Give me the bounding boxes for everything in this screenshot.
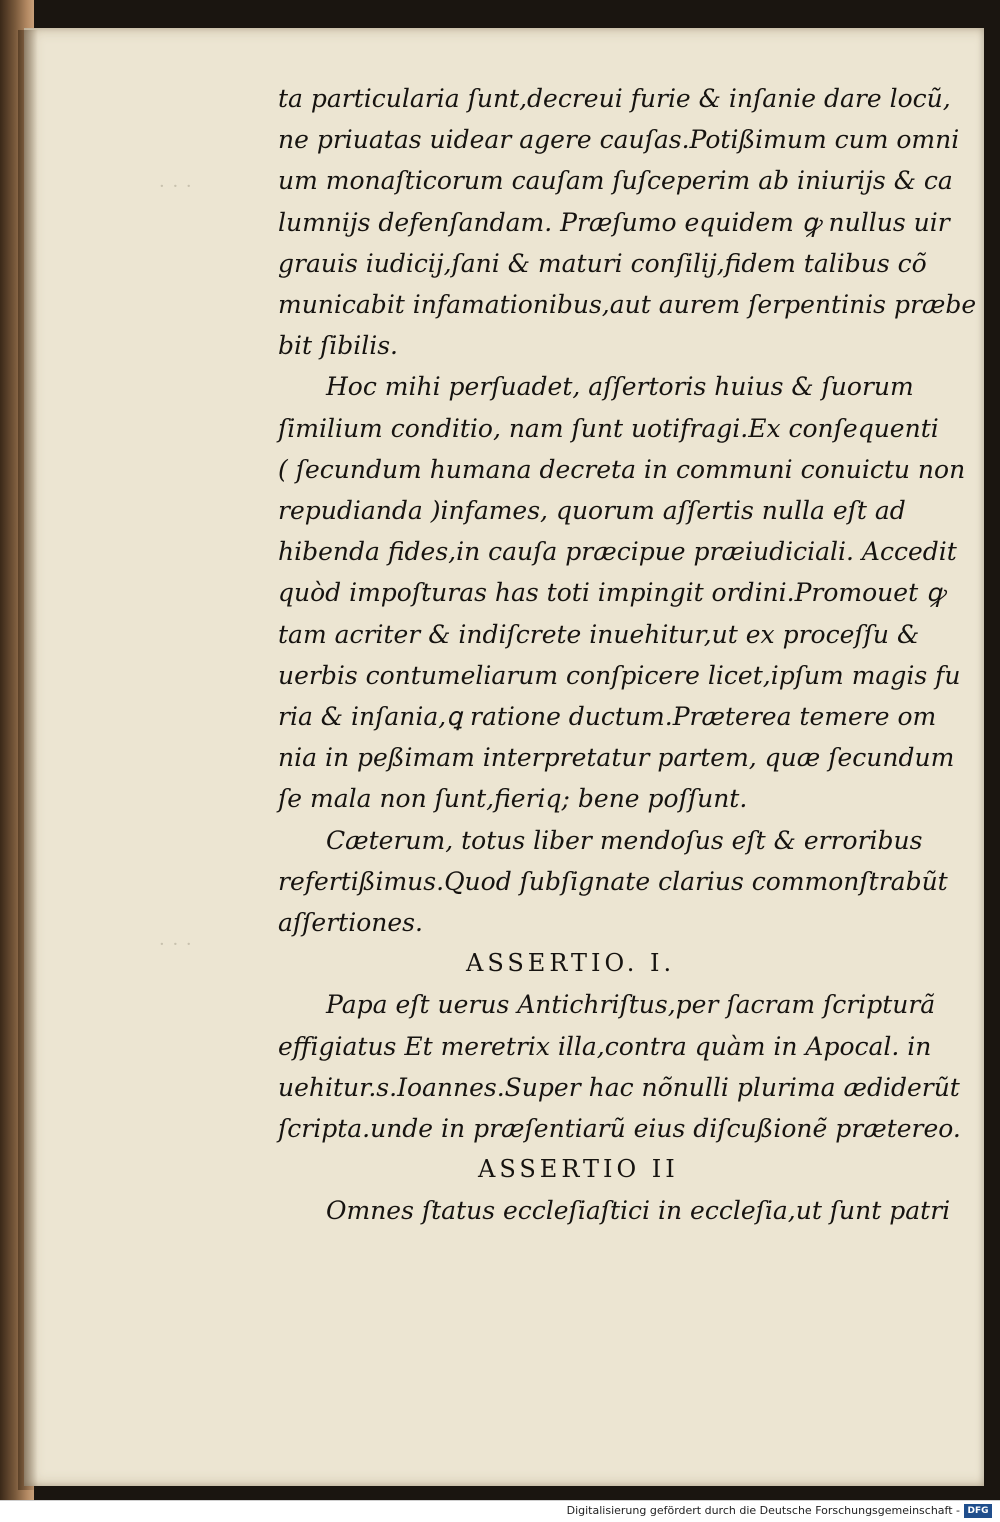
- text-line: uerbis contumeliarum conſpicere licet,ipſum magis fu: [278, 660, 961, 690]
- text-line: nia in peßimam interpretatur partem, quæ ſecundum: [278, 743, 955, 773]
- text-line: refertißimus.Quod ſubſignate clarius commonſtrabũt: [278, 866, 948, 896]
- paragraph-start: Papa eſt uerus Antichriſtus,per ſacram ſcripturã: [326, 990, 936, 1020]
- dfg-logo: DFG: [964, 1504, 992, 1518]
- text-line: ſe mala non ſunt,fieriq; bene poſſunt.: [278, 784, 748, 814]
- text-line: ria & inſania,ꝗ ratione ductum.Præterea temere om: [278, 702, 937, 732]
- text-line: aſſertiones.: [278, 908, 423, 938]
- text-line: bit ſibilis.: [278, 331, 399, 361]
- paragraph-start: Hoc mihi perſuadet, aſſertoris huius & ſuorum: [326, 372, 914, 402]
- text-line: quòd impoſturas has toti impingit ordini.Promouet ꝙ: [278, 578, 945, 608]
- text-line: grauis iudicij,ſani & maturi conſilij,fidem talibus cõ: [278, 248, 927, 278]
- bleed-through-mark: · · ·: [159, 934, 193, 955]
- section-heading: ASSERTIO II: [478, 1155, 679, 1184]
- binding-shadow: [18, 30, 38, 1490]
- text-line: ſcripta.unde in præſentiarũ eius diſcußionẽ prætereo.: [278, 1114, 961, 1144]
- text-line: effigiatus Et meretrix illa,contra quàm in Apocal. in: [278, 1031, 932, 1061]
- text-line: um monaſticorum cauſam ſuſceperim ab iniurijs & ca: [278, 166, 953, 196]
- text-line: hibenda fides,in cauſa præcipue præiudiciali. Accedit: [278, 537, 957, 567]
- text-line: uehitur.s.Ioannes.Super hac nõnulli plurima ædiderũt: [278, 1072, 960, 1102]
- text-line: ta particularia ſunt,decreui furie & inſanie dare locũ,: [278, 84, 951, 113]
- text-line: tam acriter & indiſcrete inuehitur,ut ex proceſſu &: [278, 619, 920, 649]
- bleed-through-mark: · · ·: [159, 176, 193, 197]
- text-line: ne priuatas uidear agere cauſas.Potißimum cum omni: [278, 125, 960, 155]
- paragraph-start: Omnes ſtatus eccleſiaſtici in eccleſia,ut ſunt patri: [326, 1196, 951, 1226]
- section-heading: ASSERTIO. I.: [466, 949, 676, 978]
- footer-bar: [0, 1500, 1000, 1522]
- page-text: [278, 78, 977, 1232]
- text-line: lumnijs defenſandam. Præſumo equidem ꝙ nullus uir: [278, 207, 950, 237]
- text-line: ſimilium conditio, nam ſunt uotifragi.Ex conſequenti: [278, 413, 939, 443]
- text-line: repudianda )infames, quorum aſſertis nulla eſt ad: [278, 496, 906, 526]
- text-line: ( ſecundum humana decreta in communi conuictu non: [278, 454, 966, 484]
- footer-credit: Digitalisierung gefördert durch die Deutsche Forschungsgemeinschaft -: [566, 1504, 960, 1517]
- text-line: municabit infamationibus,aut aurem ſerpentinis præbe: [278, 290, 977, 320]
- paragraph-start: Cæterum, totus liber mendoſus eſt & erroribus: [326, 825, 923, 855]
